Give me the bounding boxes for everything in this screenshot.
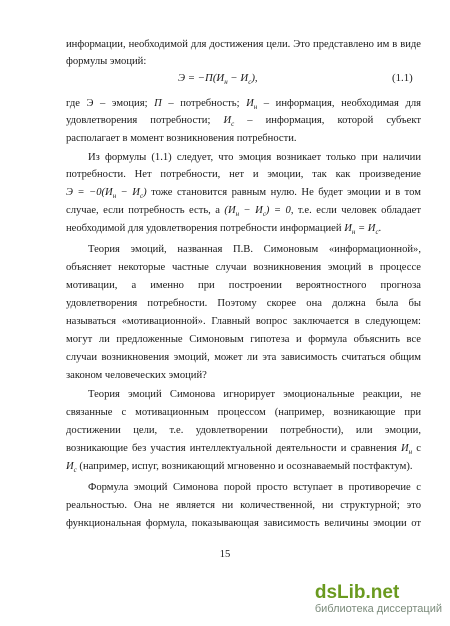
text-line: формулы эмоций: [66,56,147,67]
text-line: возникающие без участия интеллектуальной деятельности и сравнения $И_н$ с [66,443,421,457]
watermark-logo: dsLib.net [314,582,400,603]
text-line: могут ли предложенные Симоновым гипотеза и формула объяснить все [66,334,421,345]
text-line: информации, необходимой для достижения цели. Это представлено им в виде [66,39,421,50]
text-line: объясняет некоторые частные случаи возникновения эмоций в процессе [66,262,421,273]
watermark [315,583,442,616]
text-line: функциональная формула, показывающая зависимость величины эмоции от [66,518,421,529]
text-line: мотивации, а именно при построении вероятностного прогноза [66,280,421,291]
text-line: Формула эмоций Симонова порой просто вступает в противоречие с [88,482,421,493]
text-line: необходимой для удовлетворения потребности информацией $И_н = И_с$. [66,223,382,237]
text-line: случае, если потребность есть, а $(И_н - И_с) = 0$, т.е. если человек обладает [66,205,421,219]
text-line: законом человеческих эмоций? [66,370,207,381]
formula-number: (1.1) [392,72,413,84]
formula-1-1: $Э = -П(И_н - И_с)$, [178,72,258,87]
text-line: Теория эмоций, названная П.В. Симоновым «информационной», [88,244,421,255]
text-line: где Э – эмоция; П – потребность; $И_н$ – информация, необходимая для [66,98,422,112]
text-line: потребности. Нет потребности, нет и эмоции, так как произведение [66,169,421,180]
text-line: Из формулы (1.1) следует, что эмоция возникает только при наличии [88,152,421,163]
text-line: называться «мотивационной». Главный вопрос заключается в следующем: [66,316,421,327]
watermark-subtitle: библиотека диссертаций [314,603,442,615]
text-line: случаи возникновения эмоций, может ли эта зависимость считаться общим [66,352,421,363]
text-line: располагает в момент возникновения потребности. [66,133,297,144]
page-number: 15 [219,549,231,560]
text-line: удовлетворения потребности; $И_с$ – информация, которой субъект [66,115,421,129]
text-line: достижении цели, т.е. удовлетворении потребности), или эмоции, [66,425,421,436]
text-line: $И_с$ (например, испуг, возникающий мгновенно и осознаваемый постфактум). [66,461,413,475]
text-line: Теория эмоций Симонова игнорирует эмоциональные реакции, не [88,389,421,400]
text-line: удовлетворения потребности. Поэтому скорее она должна была бы [66,298,421,309]
text-line: реальностью. Она не является ни количественной, ни структурной; это [66,500,421,511]
text-line: $Э = -0(И_н - И_с)$ тоже становится равным нулю. Не будет эмоции и в том [66,187,421,201]
text-line: связанные с мотивационным процессом (например, возникающие при [66,407,421,418]
